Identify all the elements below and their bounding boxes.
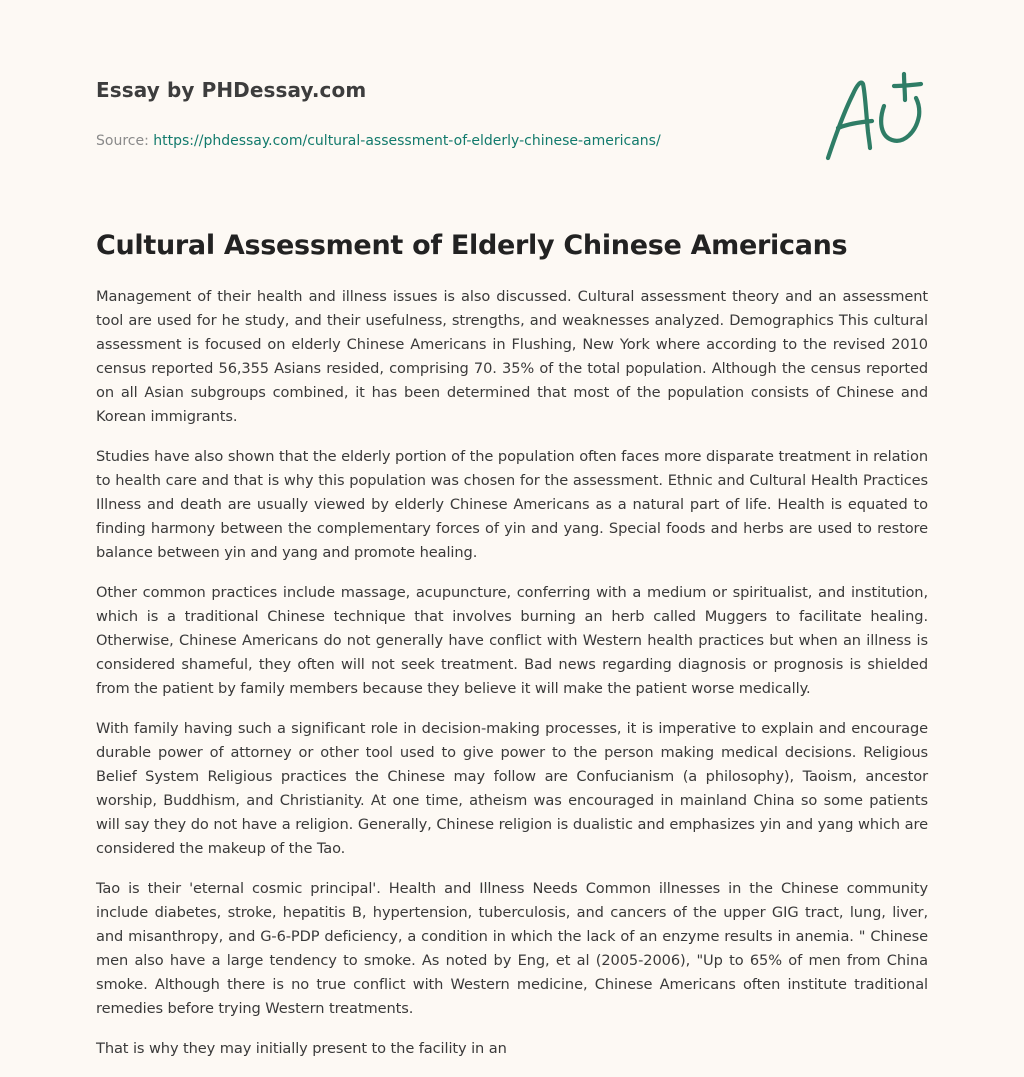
source-label: Source: [96,133,154,149]
source-link[interactable]: https://phdessay.com/cultural-assessment-of-elderly-chinese-americans/ [153,133,661,149]
paragraph: Studies have also shown that the elderly portion of the population often faces more disparate treatment in relation to health care and that is why this population was chosen for the assessment. Ethnic and Cultural Health Practices Illness and death are usually viewed by elderly Chinese Americans as a natural part of life. Health is equated to finding harmony between the complementary forces of yin and yang. Special foods and herbs are used to restore balance between yin and yang and promote healing. [96,448,928,561]
paragraph: That is why they may initially present to the facility in an [96,1040,507,1057]
essay-body [96,285,928,1077]
page-title: Cultural Assessment of Elderly Chinese Americans [96,230,848,261]
a-plus-logo-icon [822,68,926,164]
paragraph: Management of their health and illness issues is also discussed. Cultural assessment theory and an assessment tool are used for he study, and their usefulness, strengths, and weaknesses analyzed. Demographics This cultural assessment is focused on elderly Chinese Americans in Flushing, New York where according to the revised 2010 census reported 56,355 Asians resided, comprising 70. 35% of the total population. Although the census reported on all Asian subgroups combined, it has been determined that most of the population consists of Chinese and Korean immigrants. [96,288,928,425]
page-header [96,76,796,150]
site-name: Essay by PHDessay.com [96,78,367,102]
paragraph: With family having such a significant role in decision-making processes, it is imperative to explain and encourage durable power of attorney or other tool used to give power to the person making medical decisions. Religious Belief System Religious practices the Chinese may follow are Confucianism (a philosophy), Taoism, ancestor worship, Buddhism, and Christianity. At one time, atheism was encouraged in mainland China so some patients will say they do not have a religion. Generally, Chinese religion is dualistic and emphasizes yin and yang which are considered the makeup of the Tao. [96,720,928,857]
paragraph: Tao is their 'eternal cosmic principal'. Health and Illness Needs Common illnesses in the Chinese community include diabetes, stroke, hepatitis B, hypertension, tuberculosis, and cancers of the upper GIG tract, lung, liver, and misanthropy, and G-6-PDP deficiency, a condition in which the lack of an enzyme results in anemia. " Chinese men also have a large tendency to smoke. As noted by Eng, et al (2005-2006), "Up to 65% of men from China smoke. Although there is no true conflict with Western medicine, Chinese Americans often institute traditional remedies before trying Western treatments. [96,880,928,1017]
paragraph: Other common practices include massage, acupuncture, conferring with a medium or spiritualist, and institution, which is a traditional Chinese technique that involves burning an herb called Muggers to facilitate healing. Otherwise, Chinese Americans do not generally have conflict with Western health practices but when an illness is considered shameful, they often will not seek treatment. Bad news regarding diagnosis or prognosis is shielded from the patient by family members because they believe it will make the patient worse medically. [96,584,928,697]
source-line [96,132,796,150]
